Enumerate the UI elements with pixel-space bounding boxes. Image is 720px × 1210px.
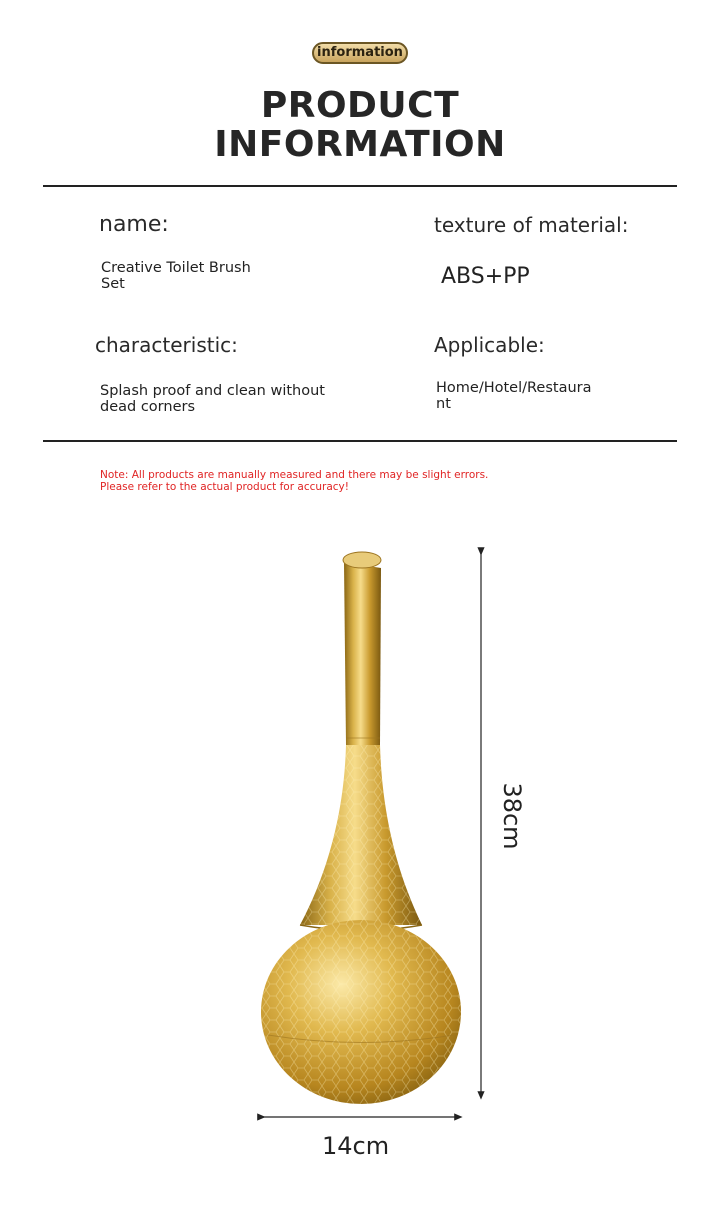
characteristic-value-line-1: Splash proof and clean without [100,383,325,399]
material-label: texture of material: [434,213,629,237]
holder-neck [300,745,422,931]
note-line-1: Note: All products are manually measured and there may be slight errors. [100,469,489,481]
name-label: name: [99,212,169,237]
name-value-line-1: Creative Toilet Brush [101,260,251,276]
title-line-1: PRODUCT [260,85,460,126]
note-line-2: Please refer to the actual product for accuracy! [100,481,349,493]
applicable-value-line-2: nt [436,396,451,412]
characteristic-value-line-2: dead corners [100,399,196,415]
name-value-line-2: Set [101,276,125,292]
title-line-2: INFORMATION [214,124,506,165]
holder-base [261,920,461,1104]
applicable-value-line-1: Home/Hotel/Restaura [436,380,592,396]
applicable-label: Applicable: [434,333,545,357]
material-value: ABS+PP [441,264,530,289]
height-dimension-label: 38cm [498,782,526,850]
information-badge: information [312,42,408,64]
brush-handle [343,552,381,745]
width-dimension-label: 14cm [322,1132,390,1160]
characteristic-label: characteristic: [95,333,238,357]
